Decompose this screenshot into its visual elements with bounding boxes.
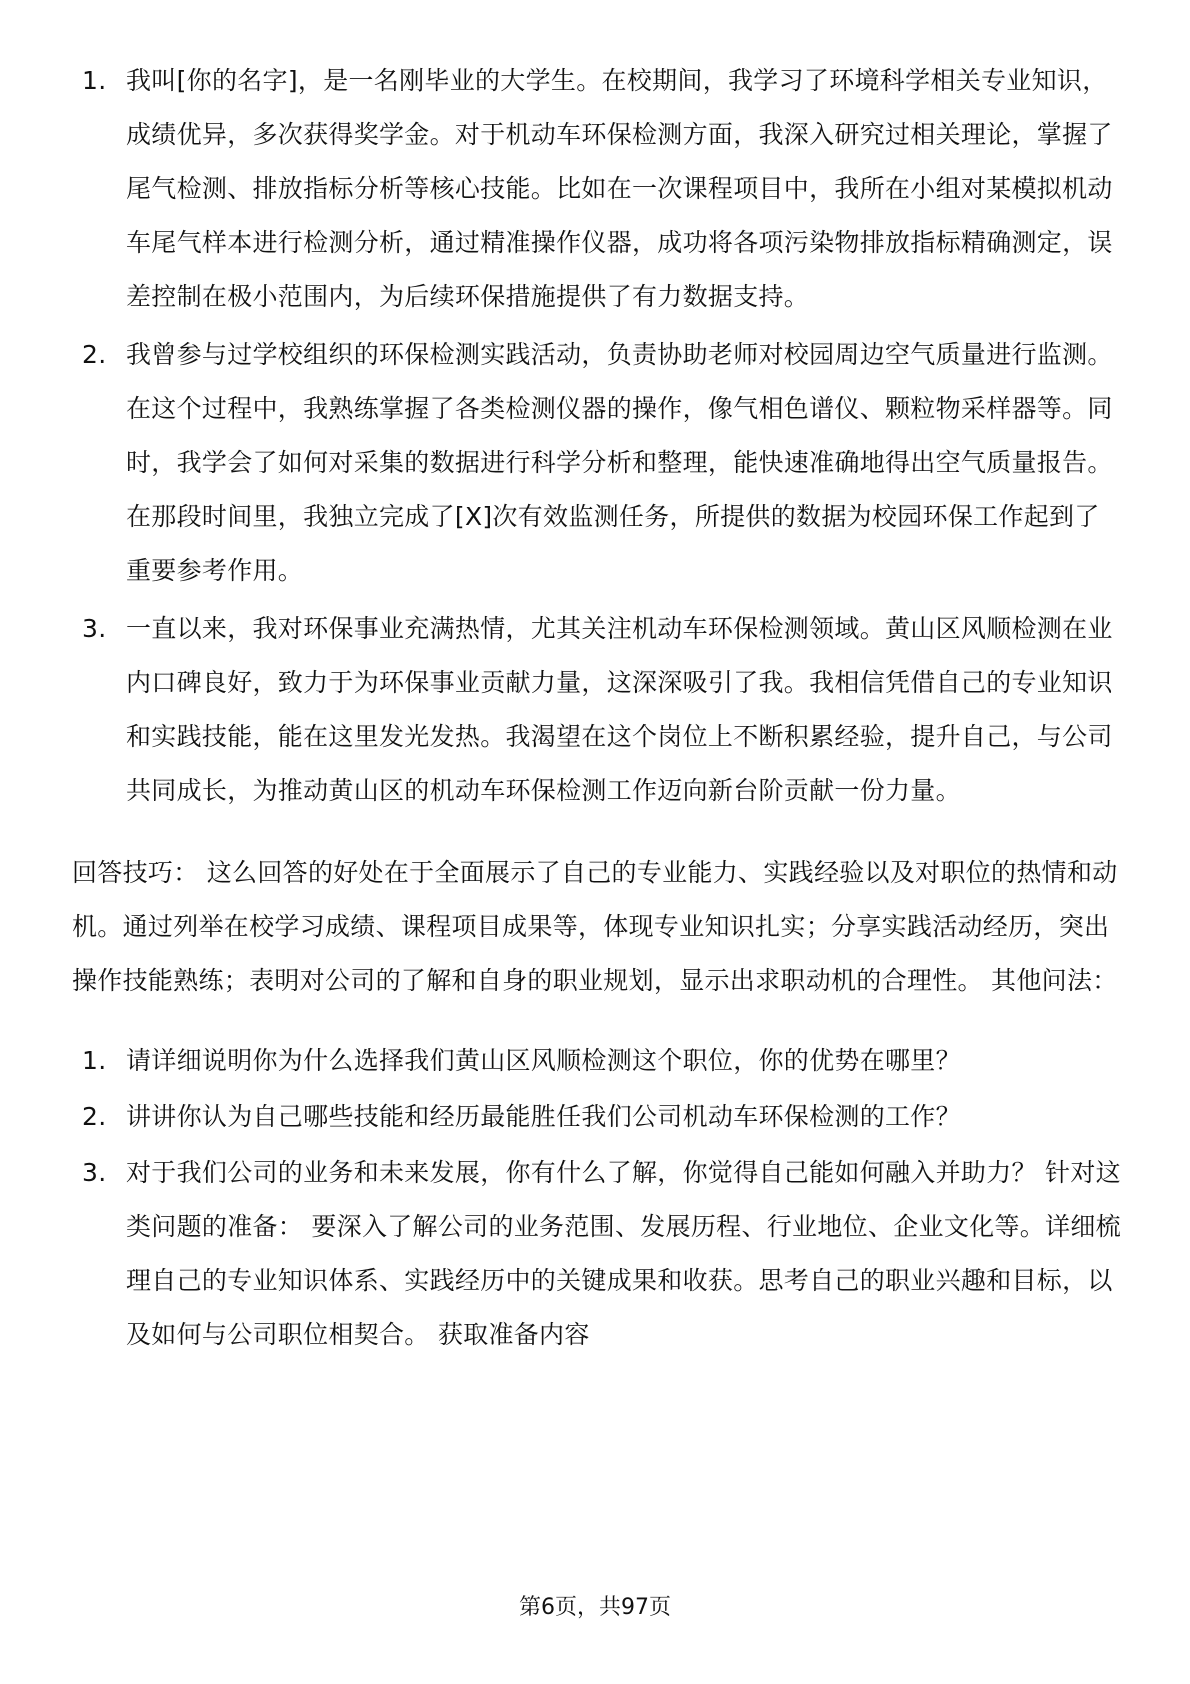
answer-text: 我叫[你的名字]，是一名刚毕业的大学生。在校期间，我学习了环境科学相关专业知识，成绩优异，多次获得奖学金。对于机动车环保检测方面，我深入研究过相关理论，掌握了尾气检测、排放指标分析等核心技能。比如在一次课程项目中，我所在小组对某模拟机动车尾气样本进行检测分析，通过精准操作仪器，成功将各项污染物排放指标精确测定，误差控制在极小范围内，为后续环保措施提供了有力数据支持。 — [126, 66, 1113, 311]
list-number: 1. — [82, 1046, 107, 1075]
question-item — [72, 1090, 1122, 1144]
answer-item — [72, 602, 1122, 818]
list-number: 3. — [82, 614, 107, 643]
alternative-questions-list — [72, 1034, 1122, 1362]
answer-list — [72, 54, 1122, 818]
list-number: 3. — [82, 1158, 107, 1187]
question-item — [72, 1146, 1122, 1362]
answer-tips-paragraph: 回答技巧： 这么回答的好处在于全面展示了自己的专业能力、实践经验以及对职位的热情和动机。通过列举在校学习成绩、课程项目成果等，体现专业知识扎实；分享实践活动经历，突出操作技能熟练；表明对公司的了解和自身的职业规划，显示出求职动机的合理性。 其他问法： — [72, 858, 1118, 995]
question-text: 对于我们公司的业务和未来发展，你有什么了解，你觉得自己能如何融入并助力？ 针对这类问题的准备： 要深入了解公司的业务范围、发展历程、行业地位、企业文化等。详细梳理自己的专业知识体系、实践经历中的关键成果和收获。思考自己的职业兴趣和目标，以及如何与公司职位相契合。 获取准备内容 — [126, 1158, 1121, 1349]
page-content — [72, 54, 1122, 1364]
answer-item — [72, 54, 1122, 324]
question-text: 讲讲你认为自己哪些技能和经历最能胜任我们公司机动车环保检测的工作？ — [126, 1102, 961, 1131]
question-text: 请详细说明你为什么选择我们黄山区风顺检测这个职位，你的优势在哪里？ — [126, 1046, 961, 1075]
answer-item — [72, 328, 1122, 598]
page-number-footer: 第6页，共97页 — [519, 1595, 671, 1620]
answer-text: 一直以来，我对环保事业充满热情，尤其关注机动车环保检测领域。黄山区风顺检测在业内口碑良好，致力于为环保事业贡献力量，这深深吸引了我。我相信凭借自己的专业知识和实践技能，能在这里发光发热。我渴望在这个岗位上不断积累经验，提升自己，与公司共同成长，为推动黄山区的机动车环保检测工作迈向新台阶贡献一份力量。 — [126, 614, 1113, 805]
answer-text: 我曾参与过学校组织的环保检测实践活动，负责协助老师对校园周边空气质量进行监测。在这个过程中，我熟练掌握了各类检测仪器的操作，像气相色谱仪、颗粒物采样器等。同时，我学会了如何对采集的数据进行科学分析和整理，能快速准确地得出空气质量报告。在那段时间里，我独立完成了[X]次有效监测任务，所提供的数据为校园环保工作起到了重要参考作用。 — [126, 340, 1113, 585]
list-number: 2. — [82, 1102, 107, 1131]
list-number: 2. — [82, 340, 107, 369]
list-number: 1. — [82, 66, 107, 95]
question-item — [72, 1034, 1122, 1088]
